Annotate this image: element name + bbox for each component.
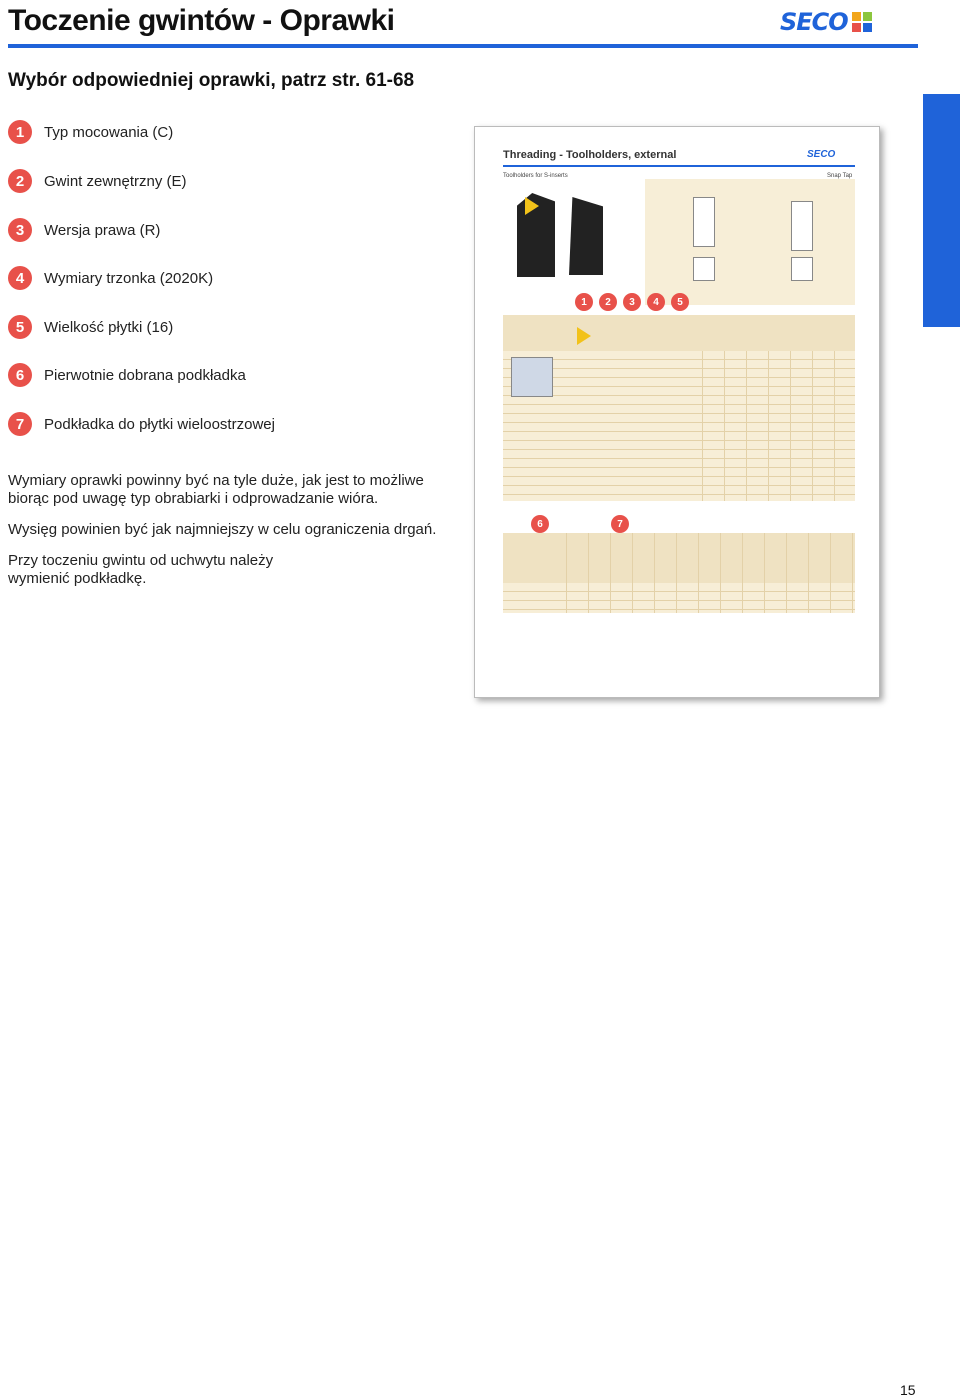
paragraph-shim: Przy toczeniu gwintu od uchwytu należy wymienić podkładkę. [8,552,274,587]
toolholder-image [569,197,603,275]
logo-square-green [863,12,872,21]
dimension-sketch [693,257,715,281]
logo-squares-icon [852,12,872,32]
logo-square-orange [852,12,861,21]
dimension-sketch [791,257,813,281]
step-label: Gwint zewnętrzny (E) [44,172,187,190]
thumbnail-divider [503,165,855,167]
insert-icon [525,197,539,215]
step-label: Wielkość płytki (16) [44,318,174,336]
callout-badge: 3 [623,293,641,311]
step-label: Typ mocowania (C) [44,123,174,141]
application-icon [577,327,591,345]
step-number-badge: 5 [8,315,32,339]
table-column-lines [681,351,855,501]
logo-square-blue [863,23,872,32]
title-divider [8,44,918,48]
step-number-badge: 3 [8,218,32,242]
thumbnail-subheading: Toolholders for S-inserts [503,173,568,179]
thumbnail-logo: SECO [807,149,836,160]
dimension-sketch [791,201,813,251]
step-label: Podkładka do płytki wieloostrzowej [44,415,275,433]
callout-badge: 1 [575,293,593,311]
catalogue-page-thumbnail [474,126,880,698]
list-item [8,266,213,290]
page-title: Toczenie gwintów - Oprawki [8,4,395,37]
callout-badge: 5 [671,293,689,311]
thumbnail-title: Threading - Toolholders, external [503,149,677,161]
dimension-drawing-area [645,179,855,305]
paragraph-holder-size: Wymiary oprawki powinny być na tyle duże, jak jest to możliwe biorąc pod uwagę typ obrabiarki i odprowadzanie wióra. [8,472,424,507]
step-number-badge: 6 [8,363,32,387]
logo-text: SECO [780,8,848,36]
list-item [8,315,173,339]
step-number-badge: 2 [8,169,32,193]
list-item [8,363,246,387]
dimension-sketch [693,197,715,247]
logo-square-red [852,23,861,32]
callout-badge: 6 [531,515,549,533]
thumbnail-right-label: Snap Tap [827,173,853,179]
callout-badge: 7 [611,515,629,533]
list-item [8,120,173,144]
spare-parts-columns [545,533,855,613]
page-number: 15 [900,1382,916,1398]
step-label: Wymiary trzonka (2020K) [44,269,214,287]
step-label: Pierwotnie dobrana podkładka [44,366,246,384]
step-number-badge: 7 [8,412,32,436]
seco-logo [780,8,872,36]
step-number-badge: 4 [8,266,32,290]
chapter-tab [923,94,960,327]
step-label: Wersja prawa (R) [44,221,161,239]
callout-badge: 2 [599,293,617,311]
application-image [511,357,553,397]
paragraph-overhang: Wysięg powinien być jak najmniejszy w celu ograniczenia drgań. [8,521,437,538]
callout-badge: 4 [647,293,665,311]
list-item [8,412,275,436]
thumbnail-content [485,135,869,689]
step-number-badge: 1 [8,120,32,144]
section-subtitle: Wybór odpowiedniej oprawki, patrz str. 61-68 [8,70,415,91]
list-item [8,218,160,242]
table-header [503,315,855,351]
list-item [8,169,187,193]
